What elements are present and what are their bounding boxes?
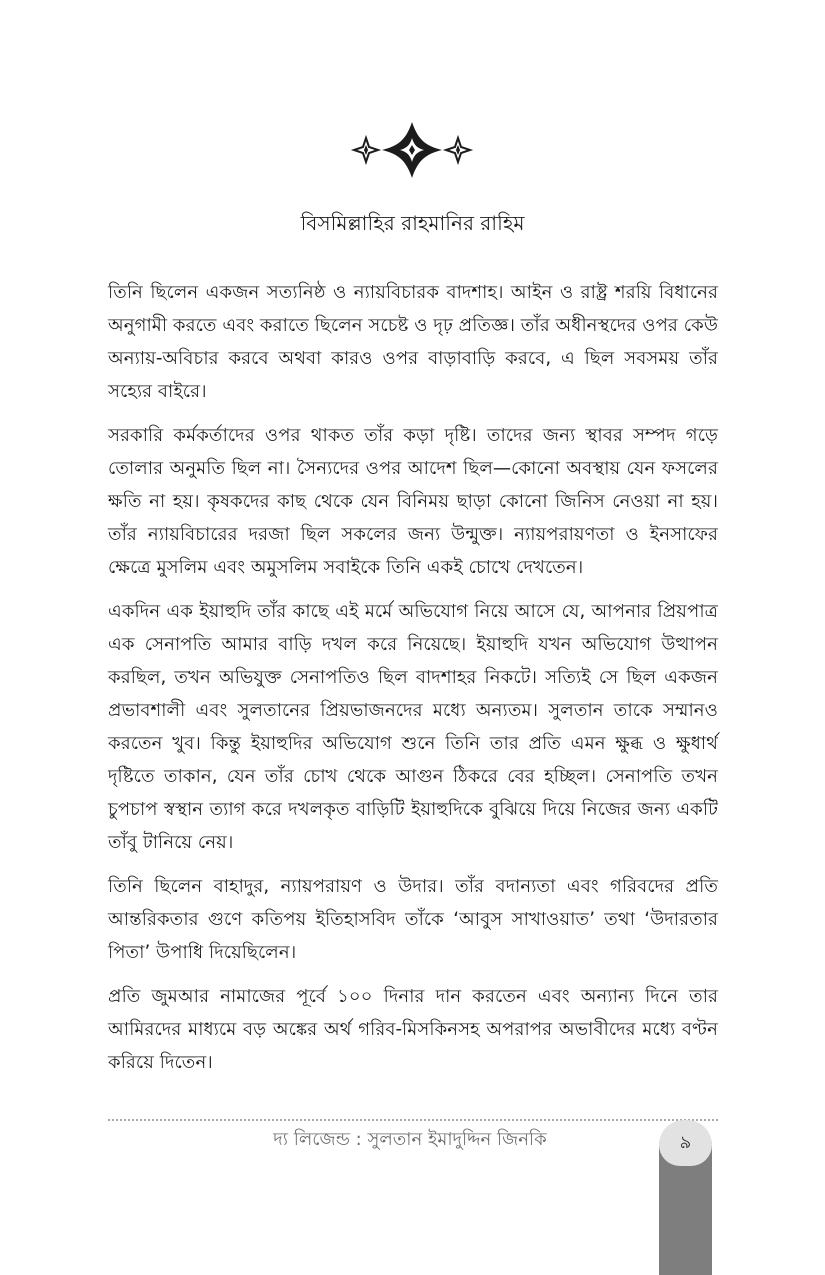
body-text [108, 276, 718, 1090]
footer-divider [108, 1119, 718, 1121]
running-footer-title: দ্য লিজেন্ড : সুলতান ইমাদুদ্দিন জিনকি [273, 1129, 547, 1150]
page-heading: বিসমিল্লাহির রাহমানির রাহিম [300, 211, 525, 235]
paragraph: তিনি ছিলেন একজন সত্যনিষ্ঠ ও ন্যায়বিচারক বাদশাহ। আইন ও রাষ্ট্র শরয়ি বিধানের অনুগামী করতে এবং করাতে ছিলেন সচেষ্ট ও দৃঢ় প্রতিজ্ঞ। তাঁর অধীনস্থদের ওপর কেউ অন্যায়-অবিচার করবে অথবা কারও ওপর বাড়াবাড়ি করবে, এ ছিল সবসময় তাঁর সহ্যের বাইরে। [108, 282, 718, 402]
paragraph: তিনি ছিলেন বাহাদুর, ন্যায়পরায়ণ ও উদার। তাঁর বদান্যতা এবং গরিবদের প্রতি আন্তরিকতার গুণে কতিপয় ইতিহাসবিদ তাঁকে ‘আবুস সাখাওয়াত’ তথা ‘উদারতার পিতা’ উপাধি দিয়েছিলেন। [108, 876, 718, 963]
paragraph: সরকারি কর্মকর্তাদের ওপর থাকত তাঁর কড়া দৃষ্টি। তাদের জন্য স্থাবর সম্পদ গড়ে তোলার অনুমতি ছিল না। সৈন্যদের ওপর আদেশ ছিল—কোনো অবস্থায় যেন ফসলের ক্ষতি না হয়। কৃষকদের কাছ থেকে যেন বিনিময় ছাড়া কোনো জিনিস নেওয়া না হয়। তাঁর ন্যায়বিচারের দরজা ছিল সকলের জন্য উন্মুক্ত। ন্যায়পরায়ণতা ও ইনসাফের ক্ষেত্রে মুসলিম এবং অমুসলিম সবাইকে তিনি একই চোখে দেখতেন। [108, 425, 718, 578]
diamond-star-ornament-icon [348, 120, 476, 180]
page-number: ৯ [659, 1120, 712, 1166]
paragraph: একদিন এক ইয়াহুদি তাঁর কাছে এই মর্মে অভিযোগ নিয়ে আসে যে, আপনার প্রিয়পাত্র এক সেনাপতি আমার বাড়ি দখল করে নিয়েছে। ইয়াহুদি যখন অভিযোগ উত্থাপন করছিল, তখন অভিযুক্ত সেনাপতিও ছিল বাদশাহর নিকটে। সত্যিই সে ছিল একজন প্রভাবশালী এবং সুলতানের প্রিয়ভাজনদের মধ্যে অন্যতম। সুলতান তাকে সম্মানও করতেন খুব। কিন্তু ইয়াহুদির অভিযোগ শুনে তিনি তার প্রতি এমন ক্ষুব্ধ ও ক্ষুধার্থ দৃষ্টিতে তাকান, যেন তাঁর চোখ থেকে আগুন ঠিকরে বের হচ্ছিল। সেনাপতি তখন চুপচাপ স্বস্থান ত্যাগ করে দখলকৃত বাড়িটি ইয়াহুদিকে বুঝিয়ে দিয়ে নিজের জন্য একটি তাঁবু টানিয়ে নেয়। [108, 601, 718, 853]
paragraph: প্রতি জুমআর নামাজের পূর্বে ১০০ দিনার দান করতেন এবং অন্যান্য দিনে তার আমিরদের মাধ্যমে বড় অঙ্কের অর্থ গরিব-মিসকিনসহ অপরাপর অভাবীদের মধ্যে বণ্টন করিয়ে দিতেন। [108, 986, 718, 1073]
